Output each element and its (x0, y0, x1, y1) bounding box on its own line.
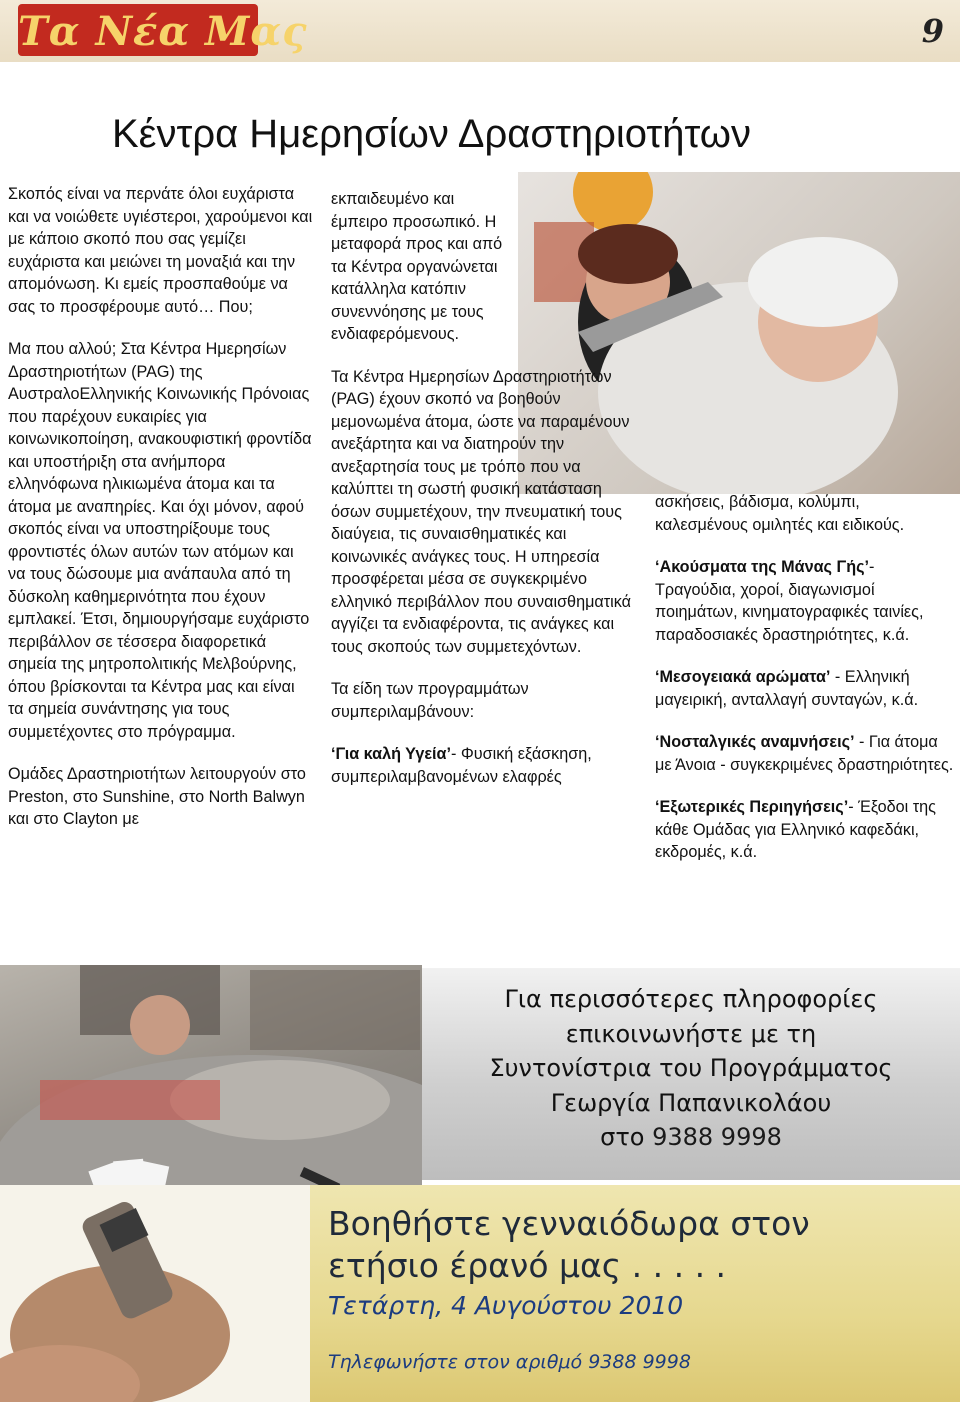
info-line: Συντονίστρια του Προγράμματος (489, 1054, 893, 1082)
donation-title-line: ετήσιο έρανό μας . . . . . (328, 1246, 727, 1285)
program-item-name: ‘Για καλή Υγεία’ (331, 745, 451, 763)
donation-date: Τετάρτη, 4 Αυγούστου 2010 (328, 1291, 684, 1320)
article-title: Κέντρα Ημερησίων Δραστηριοτήτων (112, 112, 751, 156)
program-item-text: - Φυσική εξάσκηση, συμπεριλαμβανομένων ελαφρές (331, 745, 592, 786)
info-phone-line (422, 1120, 960, 1155)
info-line: Γεωργία Παπανικολάου (550, 1088, 832, 1117)
program-item (655, 796, 955, 864)
article-column-left (8, 183, 313, 851)
program-item-name: ‘Νοσταλγικές αναμνήσεις’ (655, 733, 855, 751)
photo-telephone (0, 1185, 310, 1402)
article-column-middle (331, 188, 631, 808)
donation-phone: Τηλεφωνήστε στον αριθμό 9388 9998 (328, 1351, 691, 1373)
program-item-name: ‘Μεσογειακά αρώματα’ (655, 668, 831, 686)
paragraph: ασκήσεις, βάδισμα, κολύμπι, καλεσμένους ομιλητές και ειδικούς. (655, 493, 905, 534)
masthead-title: Τα Νέα Μας (18, 8, 308, 55)
program-item (655, 666, 955, 711)
donation-title (328, 1203, 810, 1287)
article-column-right (655, 491, 955, 884)
info-text (422, 982, 960, 1155)
page-number: 9 (921, 12, 944, 50)
program-item-text: - Ελληνική μαγειρική, ανταλλαγή συνταγών, κ.ά. (655, 668, 919, 709)
donation-box (310, 1185, 960, 1402)
info-phone-number: 9388 9998 (652, 1123, 782, 1151)
donation-title-line: Βοηθήστε γενναιόδωρα στον (328, 1204, 810, 1243)
program-item-name: ‘Ακούσματα της Μάνας Γής’ (655, 558, 870, 576)
program-item-name: ‘Εξωτερικές Περιηγήσεις’ (655, 798, 849, 816)
info-line: επικοινωνήστε με τη (565, 1019, 817, 1048)
paragraph: Μα που αλλού; Στα Κέντρα Ημερησίων Δραστηριοτήτων (PAG) της ΑυστραλοΕλληνικής Κοινωνικής Πρόνοιας που παρέχουν ευκαιρίες για κοινωνικοποίηση, ανακουφιστική φροντίδα και υποστήριξη στα ανήμπορα ελληνόφωνα ηλικιωμένα άτομα και τα άτομα με αναπηρίες. Και όχι μόνον, αφού σκοπός είναι να υποστηρίξουμε τους φροντιστές όλων αυτών των ατόμων και να τους δώσουμε μια ανάπαυλα από τη δύσκολη καθημερινότητα που έχουν εμπλακεί. Έτσι, δημιουργήσαμε ευχάριστο περιβάλλον σε τέσσερα διαφορετικά σημεία της μητροπολιτικής Μελβούρνης, όπου βρίσκονται τα Κέντρα μας και είναι τα σημεία συνάντησης για τους συμμετέχοντες στο πρόγραμμα. (8, 340, 312, 741)
info-box (422, 968, 960, 1180)
program-item (331, 743, 631, 788)
program-item (655, 556, 955, 646)
program-item-text: - Για άτομα με Άνοια - συγκεκριμένες δραστηριότητες. (655, 733, 954, 774)
program-item-text: - Τραγούδια, χοροί, διαγωνισμοί ποιημάτων, κινηματογραφικές ταινίες, παραδοσιακές δραστηριότητες, κ.ά. (655, 558, 924, 644)
info-phone-prefix: στο (600, 1123, 653, 1151)
paragraph: εκπαιδευμένο και έμπειρο προσωπικό. Η μεταφορά προς και από τα Κέντρα οργανώνεται κατάλληλα κατόπιν συνεννόησης με τους ενδιαφερόμενους. (331, 190, 503, 343)
paragraph: Ομάδες Δραστηριοτήτων λειτουργούν στο Preston, στο Sunshine, στο North Balwyn και στο Clayton με (8, 765, 306, 828)
paragraph: Τα Κέντρα Ημερησίων Δραστηριοτήτων (PAG) έχουν σκοπό να βοηθούν μεμονωμένα άτομα, ώστε να παραμένουν ανεξάρτητα και να διατηρούν την ανεξαρτησία τους με τρόπο που να καλύπτει τη σωστή φυσική κατάσταση όσων συμμετέχουν, την πνευματική τους διαύγεια, τις συναισθηματικές και κοινωνικές ανάγκες τους. Η υπηρεσία προσφέρεται μέσα σε συγκεκριμένο ελληνικό περιβάλλον που συναισθηματικά αγγίζει τα ενδιαφέροντα, τις ανάγκες και τους σκοπούς των συμμετεχόντων. (331, 367, 631, 656)
program-item (655, 731, 955, 776)
info-line: Για περισσότερες πληροφορίες (504, 985, 878, 1013)
program-item-text: - Έξοδοι της κάθε Ομάδας για Ελληνικό καφεδάκι, εκδρομές, κ.ά. (655, 798, 936, 861)
paragraph: Σκοπός είναι να περνάτε όλοι ευχάριστα και να νοιώθετε υγιέστεροι, χαρούμενοι και με κάποιο σκοπό που σας γεμίζει ευχάριστα και μειώνει τη μοναξιά και την απομόνωση. Κι εμείς προσπαθούμε να σας το προσφέρουμε αυτό… Που; (8, 185, 313, 316)
paragraph: Τα είδη των προγραμμάτων συμπεριλαμβάνουν: (331, 680, 529, 721)
